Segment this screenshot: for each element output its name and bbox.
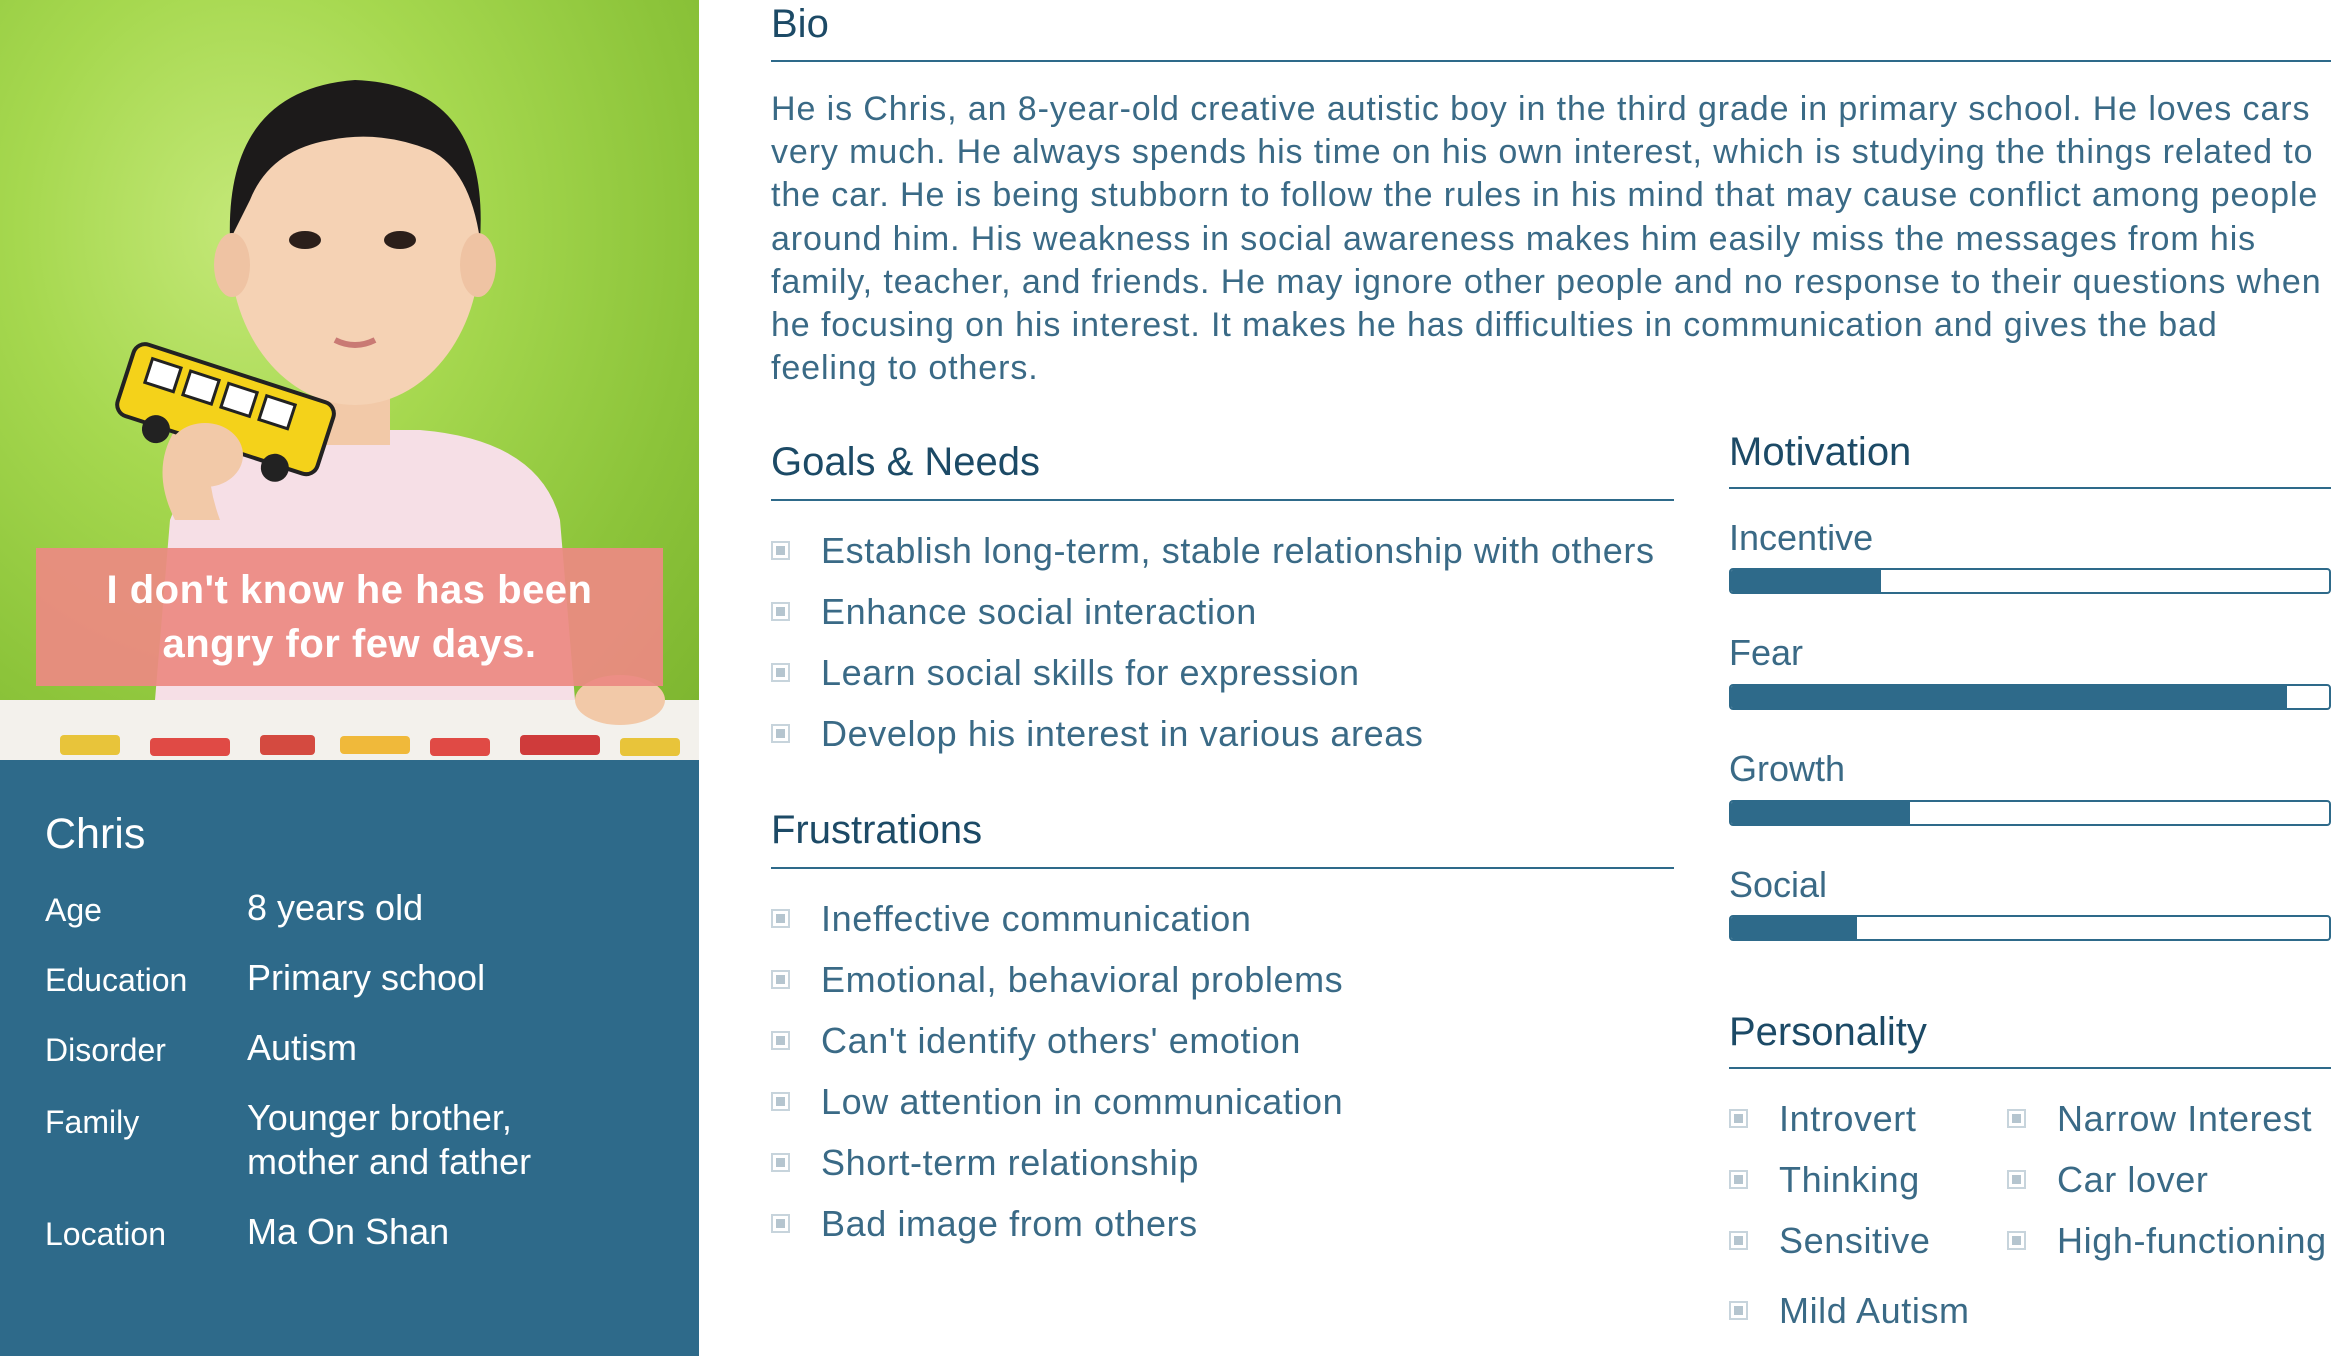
frustration-text: Can't identify others' emotion [821, 1020, 1301, 1061]
detail-value: 8 years old [247, 887, 424, 928]
frustration-item [771, 1193, 1343, 1254]
detail-label: Disorder [45, 1032, 166, 1068]
checkbox-icon [771, 970, 790, 989]
checkbox-icon [1729, 1231, 1748, 1250]
bio-heading: Bio [771, 2, 829, 46]
goal-text: Enhance social interaction [821, 591, 1257, 632]
trait-item [1729, 1088, 1930, 1149]
meter-fill [1731, 802, 1910, 824]
meter-label-fear: Fear [1729, 632, 1804, 673]
meter-fear [1729, 684, 2331, 710]
frustration-item [771, 1071, 1343, 1132]
persona-name: Chris [45, 810, 146, 858]
trait-text: Sensitive [1779, 1220, 1931, 1261]
meter-social [1729, 915, 2331, 941]
trait-text: Narrow Interest [2057, 1098, 2313, 1139]
checkbox-icon [771, 602, 790, 621]
goals-list [771, 520, 1655, 764]
frustrations-heading: Frustrations [771, 808, 983, 852]
meter-growth [1729, 800, 2331, 826]
frustration-text: Short-term relationship [821, 1142, 1199, 1183]
goal-item [771, 642, 1655, 703]
persona-card [0, 0, 699, 1356]
detail-value: Primary school [247, 957, 486, 998]
meter-label-social: Social [1729, 864, 1828, 905]
personality-list-extra [1729, 1280, 1970, 1341]
trait-item [2007, 1210, 2327, 1271]
detail-value: Ma On Shan [247, 1211, 450, 1252]
persona-details-panel [0, 760, 699, 1356]
checkbox-icon [771, 1214, 790, 1233]
checkbox-icon [771, 724, 790, 743]
checkbox-icon [1729, 1170, 1748, 1189]
detail-label: Age [45, 892, 102, 928]
checkbox-icon [1729, 1301, 1748, 1320]
trait-item [2007, 1088, 2327, 1149]
checkbox-icon [771, 663, 790, 682]
bio-divider [771, 60, 2331, 62]
frustrations-list [771, 888, 1343, 1254]
meter-fill [1731, 570, 1881, 592]
frustration-text: Emotional, behavioral problems [821, 959, 1344, 1000]
trait-text: Thinking [1779, 1159, 1920, 1200]
trait-text: Introvert [1779, 1098, 1917, 1139]
meter-incentive [1729, 568, 2331, 594]
personality-list-col1 [1729, 1088, 1930, 1271]
checkbox-icon [771, 541, 790, 560]
detail-label: Education [45, 962, 188, 998]
motivation-divider [1729, 487, 2331, 489]
motivation-heading: Motivation [1729, 430, 1912, 474]
meter-fill [1731, 686, 2287, 708]
frustration-text: Ineffective communication [821, 898, 1252, 939]
trait-text: Car lover [2057, 1159, 2209, 1200]
goal-text: Develop his interest in various areas [821, 713, 1424, 754]
goal-item [771, 520, 1655, 581]
checkbox-icon [771, 1092, 790, 1111]
meter-fill [1731, 917, 1857, 939]
meter-label-growth: Growth [1729, 748, 1846, 789]
trait-item [1729, 1210, 1930, 1271]
trait-text: Mild Autism [1779, 1290, 1970, 1331]
frustration-item [771, 1132, 1343, 1193]
checkbox-icon [2007, 1109, 2026, 1128]
trait-text: High-functioning [2057, 1220, 2327, 1261]
frustration-item [771, 1010, 1343, 1071]
trait-item [1729, 1280, 1970, 1341]
frustration-item [771, 888, 1343, 949]
frustrations-divider [771, 867, 1674, 869]
personality-heading: Personality [1729, 1010, 1927, 1054]
persona-quote [36, 548, 663, 686]
goals-heading: Goals & Needs [771, 440, 1041, 484]
frustration-text: Bad image from others [821, 1203, 1198, 1244]
goals-divider [771, 499, 1674, 501]
personality-list-col2 [2007, 1088, 2327, 1271]
trait-item [2007, 1149, 2327, 1210]
quote-text: I don't know he has been angry for few days. [106, 568, 593, 666]
goal-item [771, 703, 1655, 764]
checkbox-icon [2007, 1231, 2026, 1250]
personality-divider [1729, 1067, 2331, 1069]
detail-value: Autism [247, 1027, 358, 1068]
checkbox-icon [2007, 1170, 2026, 1189]
detail-label: Family [45, 1104, 140, 1140]
persona-photo [0, 0, 699, 760]
frustration-text: Low attention in communication [821, 1081, 1344, 1122]
meter-label-incentive: Incentive [1729, 517, 1874, 558]
trait-item [1729, 1149, 1930, 1210]
detail-label: Location [45, 1216, 166, 1252]
frustration-item [771, 949, 1343, 1010]
checkbox-icon [771, 909, 790, 928]
goal-text: Establish long-term, stable relationship with others [821, 530, 1655, 571]
detail-value: Younger brother, mother and father [247, 1097, 532, 1182]
checkbox-icon [771, 1031, 790, 1050]
bio-text: He is Chris, an 8-year-old creative autistic boy in the third grade in primary school. He loves cars very much. He always spends his time on his own interest, which is studying the things related to the car. He is being stubborn to follow the rules in his mind that may cause conflict among people around him. His weakness in social awareness makes him easily miss the messages from his family, teacher, and friends. He may ignore other people and no response to their questions when he focusing on his interest. It makes he has difficulties in communication and gives the bad feeling to others. [771, 90, 2322, 388]
goal-item [771, 581, 1655, 642]
goal-text: Learn social skills for expression [821, 652, 1360, 693]
checkbox-icon [771, 1153, 790, 1172]
checkbox-icon [1729, 1109, 1748, 1128]
